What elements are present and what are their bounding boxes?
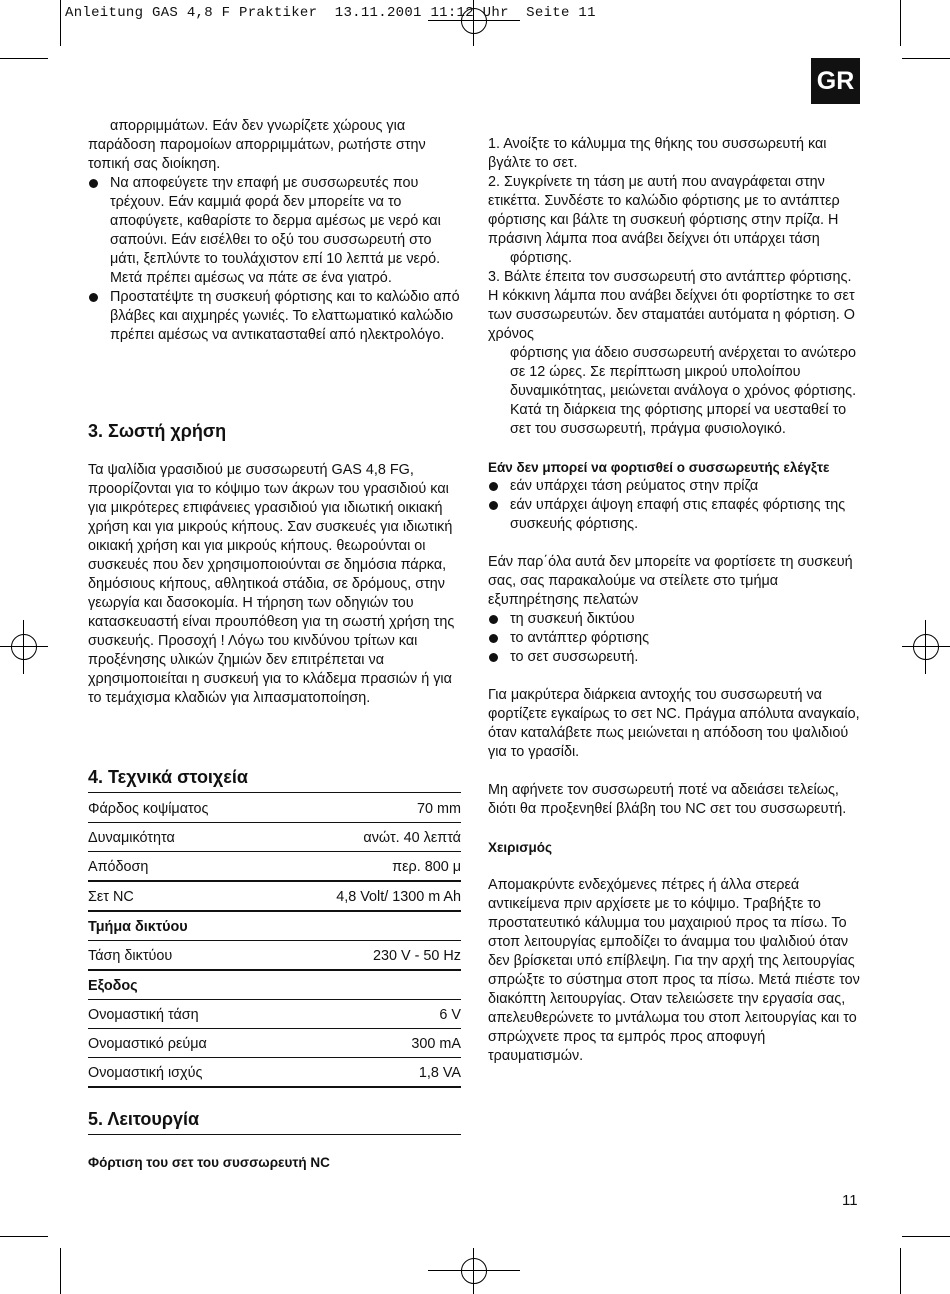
crop-mark [60, 1248, 61, 1294]
spec-row: Φάρδος κοψίματος 70 mm [88, 794, 461, 823]
send-text: Εάν παρ΄όλα αυτά δεν μπορείτε να φορτίσετε τη συσκευή σας, σας παρακαλούμε να στείλετε στο τμήμα εξυπηρέτησης πελατών [488, 554, 853, 608]
step-2: 2. Συγκρίνετε τη τάση με αυτή που αναγράφεται στην ετικέττα. Συνδέστε το καλώδιο φόρτισης με το αντάπτερ φόρτισης και βάλτε τη συσκευή φόρτισης στην πρίζα. Η πράσινη λάμπα ποα ανάβει δείχνει ότι υπάρχει τάση [488, 174, 840, 247]
left-column [88, 117, 461, 345]
crop-mark [0, 1236, 48, 1237]
operation-heading: Χειρισμός [488, 840, 553, 855]
crop-mark [900, 0, 901, 46]
language-badge: GR [811, 58, 860, 104]
charging-subheading: Φόρτιση του σετ του συσσωρευτή NC [88, 1155, 330, 1170]
section-5-rule [88, 1134, 461, 1135]
section-3-title: 3. Σωστή χρήση [88, 421, 227, 441]
send-item: το αντάπτερ φόρτισης [488, 629, 860, 648]
section-5-heading [88, 1110, 461, 1129]
longevity-text: Για μακρύτερα διάρκεια αντοχής του συσσωρευτή να φορτίζετε εγκαίρως το σετ NC. Πράγμα απόλυτα αναγκαίο, όταν καταλάβετε πως μειώνεται η απόδοση του ψαλιδιού για το γρασίδι. [488, 687, 860, 760]
crop-mark [902, 1236, 950, 1237]
send-item: το σετ συσσωρευτή. [488, 648, 860, 667]
spec-row: Απόδοση περ. 800 μ [88, 852, 461, 882]
spec-row: Σετ NC 4,8 Volt/ 1300 m Ah [88, 882, 461, 912]
section-5-sub [88, 1153, 461, 1172]
spec-row: Ονομαστικό ρεύμα 300 mA [88, 1029, 461, 1058]
print-header: Anleitung GAS 4,8 F Praktiker 13.11.2001 11:12 Uhr Seite 11 [65, 5, 596, 21]
spec-row: Δυναμικότητα ανώτ. 40 λεπτά [88, 823, 461, 852]
crop-mark [902, 58, 950, 59]
never-empty-text: Μη αφήνετε τον συσσωρευτή ποτέ να αδειάσει τελείως, διότι θα προξενηθεί βλάβη του NC σετ του συσσωρευτή. [488, 782, 847, 817]
section-4-heading [88, 768, 461, 787]
step-3-cont: φόρτισης για άδειο συσσωρευτή ανέρχεται το ανώτερο σε 12 ώρες. Σε περίπτωση μικρού υπολοίπου δυναμικότητας, μειώνεται ανάλογα ο χρόνος φόρτισης. Κατά τη διάρκεια της φόρτισης μπορεί να υεσταθεί το σετ του συσσωρευτή, πράγμα φυσιολογικό. [510, 345, 857, 437]
spec-group-mains: Τμήμα δικτύου [88, 912, 461, 941]
section-3-text: Τα ψαλίδια γρασιδιού με συσσωρευτή GAS 4,8 FG, προορίζονται για το κόψιμο των άκρων του γρασιδιού και για μικρότερες επιφάνειες γρασιδιού για ιδιωτική οικιακή χρήση και για μικρούς κήπους. Σαν συσκευές για ιδιωτική οικιακή χρήση και για μικρούς κήπους. θεωρούνται οι συσκευές που δεν χρησιμοποιούνται σε δημόσια πάρκα, δημόσιους κήπους, αθλητικοά στάδια, σε δρόμους, στην γεωργία και δασοκομία. Η τήρηση των οδηγιών του κατασκευαστή είναι προυπόθεση για τη σωστή χρήση της συσκευής. Προσοχή ! Λόγω του κινδύνου τρίτων και προξένησης υλικών ζημιών δεν επιτρέπεται να χρησιμοποιείται η συσκευή για το κλάδεμα πρασιών ή για το τεμάχισμα κλαδιών για λιπασματοποίηση. [88, 462, 455, 706]
section-4-title: 4. Τεχνικά στοιχεία [88, 767, 248, 787]
operation-text: Απομακρύντε ενδεχόμενες πέτρες ή άλλα στερεά αντικείμενα πριν αρχίσετε με το κόψιμο. Τραβήξτε το προστατευτικό κάλυμμα του μαχαιριού προς τα πίσω. Το στοπ λειτουργίας εμποδίζει το άναμμα του ψαλιδιού όταν δεν βρίσκεται υπό επίβλεψη. Για την αρχή της λειτουργίας σπρώξτε το σύστημα στοπ προς τα πίσω. Μετά πιέστε τον διακόπτη λειτουργίας. Οταν τελειώσετε την εργασία σας, απελευθερώνετε το μντάλωμα του στοπ λειτουργίας και το σπρώχνετε προς τα εμπρός προς αποφυγή τραυματισμών. [488, 877, 860, 1064]
right-column [488, 135, 860, 1066]
section-5-title: 5. Λειτουργία [88, 1109, 200, 1129]
crop-mark [0, 58, 48, 59]
crop-mark [60, 0, 61, 46]
step-1: 1. Ανοίξτε το κάλυμμα της θήκης του συσσωρευτή και βγάλτε το σετ. [488, 136, 827, 171]
check-item: εάν υπάρχει τάση ρεύματος στην πρίζα [488, 477, 860, 496]
spec-row: Τάση δικτύου 230 V - 50 Hz [88, 941, 461, 971]
step-3: 3. Βάλτε έπειτα τον συσσωρευτή στο αντάπτερ φόρτισης. Η κόκκινη λάμπα που ανάβει δείχνει ότι φορτίστηκε το σετ των συσσωρευτών. δεν σταματάει αυτόματα η φόρτιση. Ο χρόνος [488, 269, 855, 342]
crop-mark [900, 1248, 901, 1294]
bullet-protect-cable: Προστατέψτε τη συσκευή φόρτισης και το καλώδιο από βλάβες και αιχμηρές γωνιές. Το ελαττωματικό καλώδιο πρέπει αμέσως να αντικατασταθεί από ηλεκτρολόγο. [88, 288, 461, 345]
step-2-cont: φόρτισης. [510, 250, 573, 266]
spec-row: Ονομαστική τάση 6 V [88, 1000, 461, 1029]
section-3 [88, 422, 461, 708]
spec-row: Ονομαστική ισχύς 1,8 VA [88, 1058, 461, 1088]
section-4-rule [88, 792, 461, 793]
check-heading: Εάν δεν μπορεί να φορτισθεί ο συσσωρευτής ελέγξτε [488, 460, 830, 475]
page-number: 11 [842, 1192, 858, 1209]
check-item: εάν υπάρχει άψογη επαφή στις επαφές φόρτισης της συσκευής φόρτισης. [488, 496, 860, 534]
spec-table [88, 794, 461, 1088]
send-item: τη συσκευή δικτύου [488, 610, 860, 629]
spec-group-output: Εξοδος [88, 971, 461, 1000]
disposal-text: απορριμμάτων. Εάν δεν γνωρίζετε χώρους για παράδοση παρομοίων απορριμμάτων, ρωτήστε στην τοπική σας διοίκηση. [88, 118, 426, 172]
bullet-leaking-battery: Να αποφεύγετε την επαφή με συσσωρευτές που τρέχουν. Εάν καμμιά φορά δεν μπορείτε να το αποφύγετε, καθαρίστε το δερμα αμέσως με νερό και σαπούνι. Εάν εισέλθει το οξύ του συσσωρευτή στο μάτι, ξεπλύντε το τουλάχιστον επί 10 λεπτά με νερό. Μετά πρέπει αμέσως να πάτε σε ένα γιατρό. [88, 174, 461, 288]
